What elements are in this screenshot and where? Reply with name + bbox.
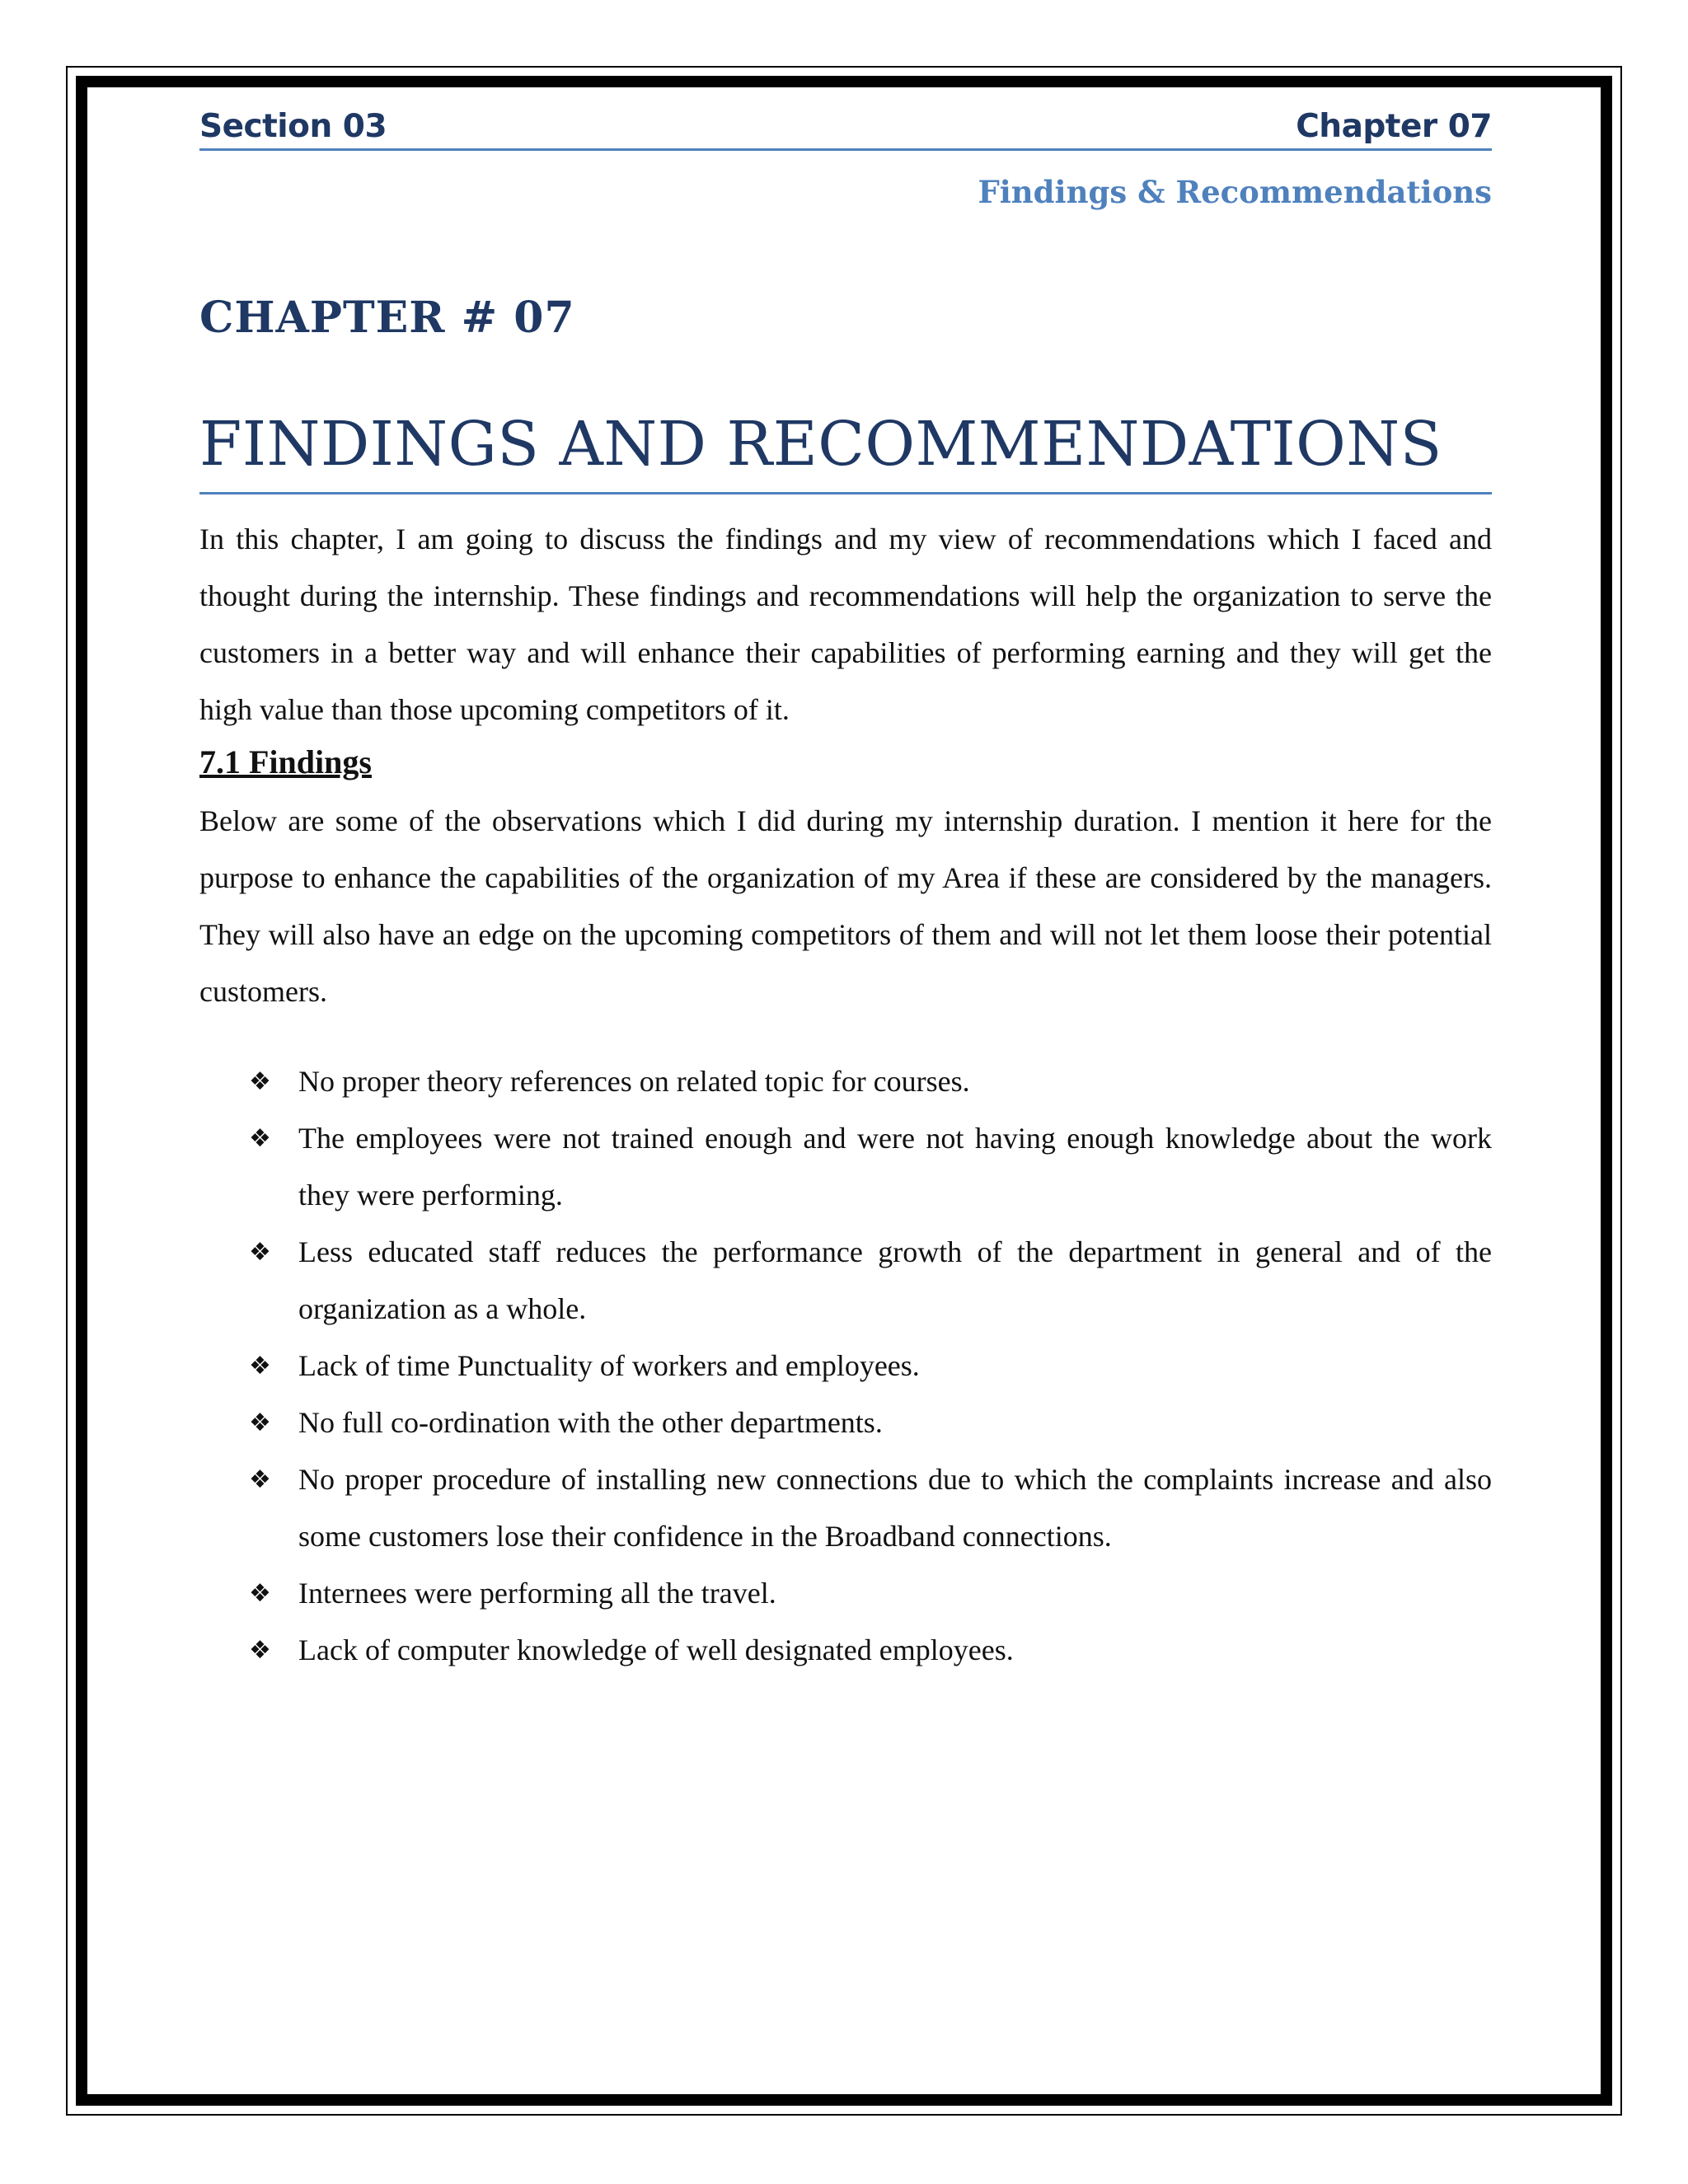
diamond-bullet-icon: ❖ (249, 1238, 271, 1267)
list-item-text: The employees were not trained enough and were not having enough knowledge about the work they were performing. (298, 1122, 1492, 1212)
list-item (199, 1338, 1492, 1394)
list-item (199, 1224, 1492, 1338)
list-item-text: No full co-ordination with the other departments. (298, 1406, 883, 1439)
list-item (199, 1110, 1492, 1224)
diamond-bullet-icon: ❖ (249, 1636, 271, 1665)
findings-list (199, 1053, 1492, 1679)
intro-paragraph: In this chapter, I am going to discuss the findings and my view of recommendations which I faced and thought during the internship. These findings and recommendations will help the organization to serve the customers in a better way and will enhance their capabilities of performing earning and they will get the high value than those upcoming competitors of it. (199, 523, 1492, 726)
list-item-text: Lack of time Punctuality of workers and employees. (298, 1349, 920, 1382)
chapter-label: CHAPTER # 07 (199, 293, 575, 343)
diamond-bullet-icon: ❖ (249, 1352, 271, 1380)
list-item-text: No proper theory references on related topic for courses. (298, 1065, 970, 1098)
list-item-text: Less educated staff reduces the performance growth of the department in general and of the organization as a whole. (298, 1235, 1492, 1325)
document-page (199, 99, 1492, 1679)
diamond-bullet-icon: ❖ (249, 1408, 271, 1437)
list-item-text: Lack of computer knowledge of well designated employees. (298, 1633, 1014, 1666)
diamond-bullet-icon: ❖ (249, 1067, 271, 1096)
list-item (199, 1053, 1492, 1110)
diamond-bullet-icon: ❖ (249, 1579, 271, 1608)
header-subtitle: Findings & Recommendations (978, 174, 1492, 210)
chapter-title: FINDINGS AND RECOMMENDATIONS (199, 405, 1492, 494)
findings-heading: 7.1 Findings (199, 743, 372, 780)
list-item (199, 1622, 1492, 1679)
list-item-text: No proper procedure of installing new connections due to which the complaints increase and also some customers lose their confidence in the Broadband connections. (298, 1463, 1492, 1553)
findings-paragraph: Below are some of the observations which I did during my internship duration. I mention it here for the purpose to enhance the capabilities of the organization of my Area if these are considered by the managers. They will also have an edge on the upcoming competitors of them and will not let them loose their potential customers. (199, 804, 1492, 1008)
header-section: Section 03 (199, 108, 387, 145)
diamond-bullet-icon: ❖ (249, 1465, 271, 1494)
list-item (199, 1394, 1492, 1451)
list-item (199, 1565, 1492, 1622)
list-item-text: Internees were performing all the travel. (298, 1577, 776, 1610)
header-chapter: Chapter 07 (1296, 108, 1492, 145)
running-header (199, 99, 1492, 151)
list-item (199, 1451, 1492, 1565)
diamond-bullet-icon: ❖ (249, 1124, 271, 1153)
